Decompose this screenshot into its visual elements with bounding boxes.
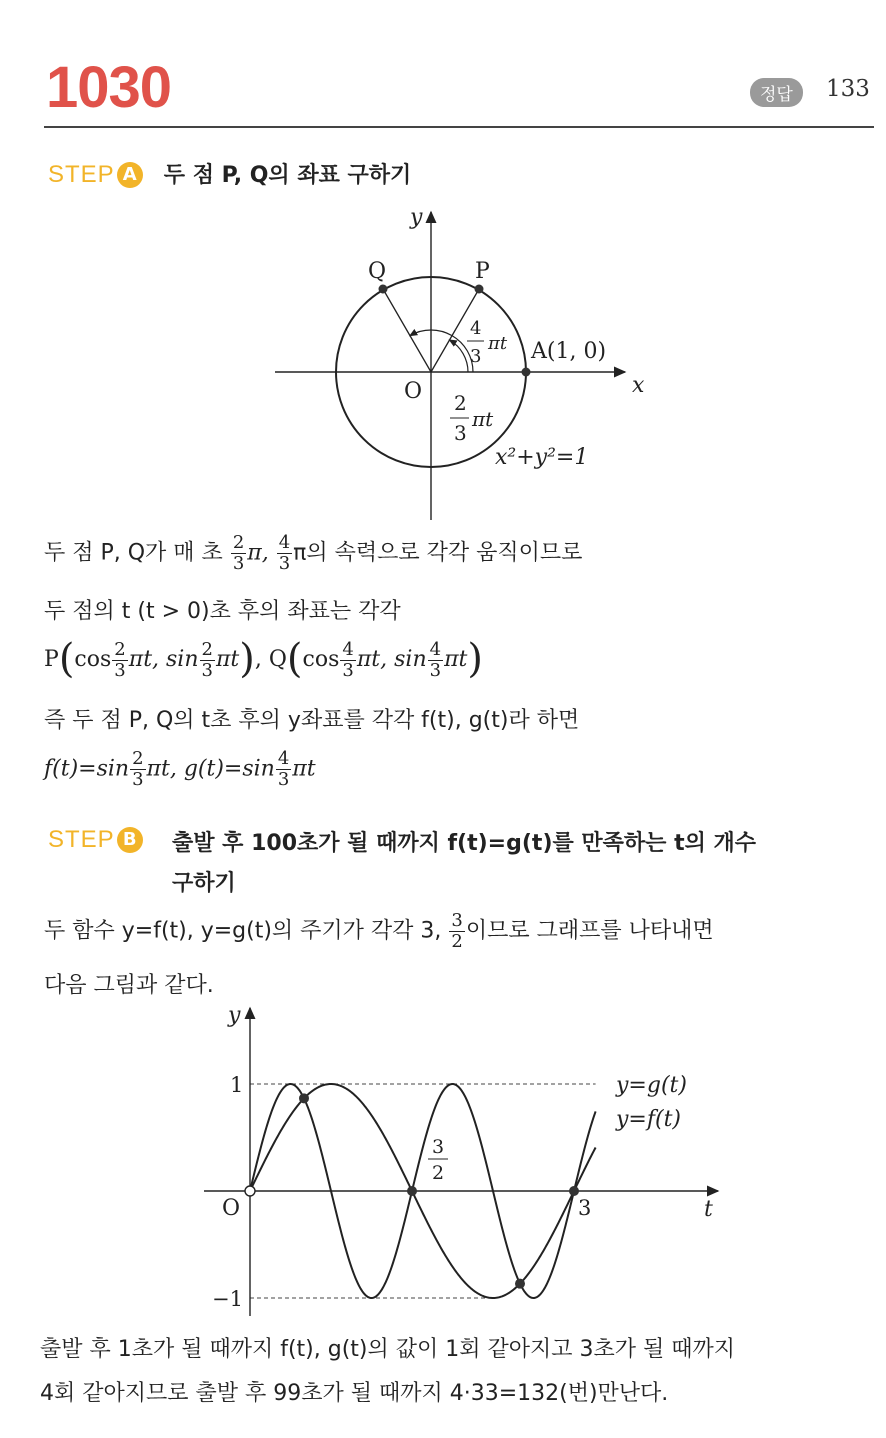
- speed-frac-2-num: 4: [278, 532, 291, 553]
- step-b-line1: [44, 912, 714, 951]
- coord-q-label: , Q: [254, 647, 287, 672]
- coord-p-d1: 3: [114, 659, 126, 681]
- step-a-heading: [48, 158, 411, 189]
- speed-frac-2-den: 3: [278, 553, 291, 574]
- coord-q-n4: 4: [429, 638, 442, 660]
- angle-q-den: 3: [454, 421, 467, 445]
- coord-p-label: P: [44, 647, 59, 672]
- step-b-line2: 다음 그림과 같다.: [44, 973, 214, 998]
- coord-q-t4: πt: [444, 647, 468, 672]
- answer-page-ref: 133: [826, 76, 870, 102]
- fg-def-c: πt: [292, 756, 316, 782]
- step-b-tag: STEP: [48, 826, 115, 853]
- fg-def-n1: 2: [132, 748, 144, 769]
- tick-label-half-den: 2: [432, 1162, 445, 1184]
- circle-origin-label: O: [404, 379, 423, 404]
- circle-equation: x²+y²=1: [495, 445, 589, 470]
- angle-q-tail: πt: [472, 407, 494, 431]
- coord-p-t1: πt, sin: [128, 647, 199, 672]
- tick-label-1: 1: [230, 1073, 244, 1097]
- circle-x-label: x: [632, 373, 645, 398]
- step-a-line1-c: π의 속력으로 각각 움직이므로: [293, 540, 583, 566]
- graph-t-label: t: [704, 1197, 713, 1222]
- step-a-line1: [44, 534, 582, 573]
- step-b-line1-b: 이므로 그래프를 나타내면: [465, 918, 714, 944]
- unit-circle-diagram: [270, 200, 670, 525]
- intersection-point: [407, 1186, 417, 1196]
- speed-frac-1-num: 2: [232, 532, 245, 553]
- step-a-tag: STEP: [48, 161, 115, 188]
- graph-origin-label: O: [222, 1196, 241, 1221]
- angle-q-num: 2: [454, 391, 467, 415]
- tick-label-neg1: −1: [212, 1287, 243, 1311]
- step-a-line1-b: π,: [247, 540, 269, 566]
- step-a-letter: A: [117, 162, 143, 188]
- step-b-letter: B: [117, 827, 143, 853]
- coord-p-n2: 2: [201, 638, 213, 660]
- coord-p-d2: 3: [201, 659, 213, 681]
- legend-g: y=g(t): [616, 1073, 687, 1098]
- step-b-title-line1: 출발 후 100초가 될 때까지 f(t)=g(t)를 만족하는 t의 개수: [172, 831, 757, 856]
- step-b-title-line2: 구하기: [172, 871, 236, 896]
- answer-badge: 정답: [750, 78, 803, 107]
- intersection-point: [515, 1279, 525, 1289]
- point-a-label: A(1, 0): [531, 339, 607, 364]
- circle-y-label: y: [410, 205, 423, 230]
- step-b-line1-a: 두 함수 y=f(t), y=g(t)의 주기가 각각 3,: [44, 918, 442, 944]
- point-a-dot: [522, 368, 531, 377]
- coord-q-d3: 3: [342, 659, 354, 681]
- intersection-point: [245, 1186, 255, 1196]
- fg-def-d1: 3: [132, 769, 144, 790]
- header-divider: [44, 126, 874, 128]
- coord-p-t2: πt: [215, 647, 240, 672]
- point-p-dot: [475, 285, 484, 294]
- fg-def-d2: 3: [277, 769, 290, 790]
- coord-q-cos: cos: [302, 647, 340, 672]
- angle-p-tail: πt: [488, 333, 508, 354]
- graph-y-label: y: [228, 1003, 241, 1028]
- legend-f: y=f(t): [616, 1107, 682, 1132]
- fg-def-b: πt, g(t)=sin: [146, 756, 275, 782]
- problem-number: 1030: [46, 55, 172, 120]
- fg-def-a: f(t)=sin: [44, 756, 130, 782]
- step-a-line4: 즉 두 점 P, Q의 t초 후의 y좌표를 각각 f(t), g(t)라 하면: [44, 708, 580, 733]
- step-a-line2: 두 점의 t (t > 0)초 후의 좌표는 각각: [44, 599, 401, 624]
- coord-q-t3: πt, sin: [356, 647, 427, 672]
- step-a-line1-a: 두 점 P, Q가 매 초: [44, 540, 223, 566]
- step-b-heading: [48, 826, 143, 854]
- point-p-label: P: [475, 259, 490, 284]
- step-a-title: 두 점 P, Q의 좌표 구하기: [163, 163, 412, 188]
- coord-p-cos: cos: [74, 647, 112, 672]
- angle-p-num: 4: [470, 318, 482, 339]
- angle-arc-p: [450, 340, 469, 372]
- period-frac-num: 3: [451, 910, 463, 931]
- angle-p-den: 3: [470, 346, 482, 367]
- fg-graph: [190, 1000, 750, 1325]
- tick-label-3: 3: [578, 1196, 592, 1220]
- point-q-dot: [379, 285, 388, 294]
- point-q-label: Q: [368, 259, 387, 284]
- speed-frac-1: [231, 534, 246, 573]
- coord-q-n3: 4: [342, 638, 354, 660]
- conclusion-line1: 출발 후 1초가 될 때까지 f(t), g(t)의 값이 1회 같아지고 3초가 될 때까지: [40, 1337, 735, 1362]
- intersection-point: [569, 1186, 579, 1196]
- fg-def-n2: 4: [277, 748, 290, 769]
- step-a-line3: P(cos $\frac{2}{3}$ πt, sin $\frac{2}{3}$ πt), Q(cos $\frac{4}{3}$ πt, sin $\frac{4}{3}$ πt): [44, 636, 483, 682]
- tick-label-half-num: 3: [432, 1136, 445, 1158]
- coord-q-d4: 3: [429, 659, 442, 681]
- conclusion-line2: 4회 같아지므로 출발 후 99초가 될 때까지 4·33=132(번)만난다.: [40, 1381, 669, 1406]
- period-frac-den: 2: [451, 931, 463, 952]
- intersection-point: [299, 1093, 309, 1103]
- step-a-line5: [44, 750, 316, 789]
- speed-frac-1-den: 3: [232, 553, 245, 574]
- speed-frac-2: [277, 534, 292, 573]
- coord-p-n1: 2: [114, 638, 126, 660]
